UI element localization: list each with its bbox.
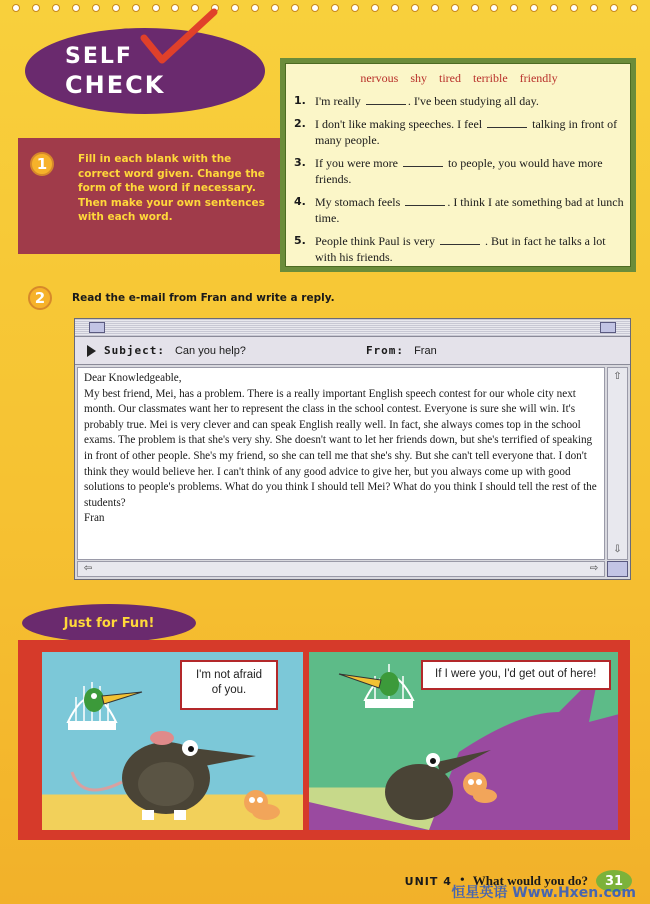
word-option: terrible bbox=[473, 71, 508, 85]
question-number: 3. bbox=[294, 156, 306, 169]
answer-blank[interactable] bbox=[440, 244, 480, 245]
just-for-fun-title: Just for Fun! bbox=[22, 604, 196, 642]
email-text: My best friend, Mei, has a problem. There is a really important English speech contest for our whole city next month. Our classmates want her to represent the class in the school contest. Everyone is sure she will win. It's probably true. Mei is very clever and can speak English really well. In fact, she always comes top in the school exams. The problem is that she's very shy. She doesn't want to let her friends down, but she's terrified of speaking in front of other people. She's my friend, so she can tell me that she's shy. But she can't tell everyone that. I don't think they would believe her. I can't think of any good advice to give her, but you always come up with good solutions to people's problems. What do you think I should tell Mei? What do you think I should tell the rest of the students? bbox=[84, 387, 597, 509]
email-signature: Fran bbox=[84, 512, 105, 525]
question-item bbox=[294, 155, 624, 187]
resize-handle-icon[interactable] bbox=[607, 561, 628, 577]
answer-blank[interactable] bbox=[403, 166, 443, 167]
question-item bbox=[294, 194, 624, 226]
from-value: Fran bbox=[414, 344, 437, 357]
window-title-bar[interactable] bbox=[75, 319, 630, 337]
question-text: I don't like making speeches. I feel bbox=[315, 117, 483, 131]
exercise-2-instruction: Read the e-mail from Fran and write a reply. bbox=[72, 292, 335, 304]
question-text: talking in front of many people. bbox=[315, 117, 618, 147]
question-number: 5. bbox=[294, 234, 306, 247]
question-number: 1. bbox=[294, 94, 306, 107]
word-option: tired bbox=[439, 71, 461, 85]
subject-value: Can you help? bbox=[174, 344, 246, 357]
speech-bubble-2 bbox=[421, 660, 611, 690]
title-line-1: SELF bbox=[65, 44, 133, 69]
word-list bbox=[294, 71, 624, 86]
question-text: . I've been studying all day. bbox=[407, 94, 539, 108]
exercise-1-instruction: Fill in each blank with the correct word given. Change the form of the word if necessary. Then make your own sentences with each word. bbox=[78, 153, 265, 223]
word-box bbox=[280, 58, 636, 272]
close-box-icon[interactable] bbox=[89, 322, 105, 333]
question-text: If you were more bbox=[315, 156, 398, 170]
watermark: 恒星英语 Www.Hxen.com bbox=[451, 885, 636, 901]
unit-title: What would you do? bbox=[472, 873, 588, 888]
vertical-scrollbar[interactable] bbox=[607, 367, 628, 560]
speech-text-2: If I were you, I'd get out of here! bbox=[435, 668, 597, 680]
question-text: . I think I ate something bad at lunch time. bbox=[315, 195, 624, 225]
word-option: shy bbox=[410, 71, 427, 85]
exercise-1-panel bbox=[18, 138, 290, 254]
footer-separator: • bbox=[459, 873, 465, 888]
scroll-up-icon[interactable]: ⇧ bbox=[613, 371, 622, 382]
question-item bbox=[294, 233, 624, 265]
word-option: nervous bbox=[360, 71, 399, 85]
subject-label: Subject: bbox=[104, 344, 165, 357]
checkmark-icon bbox=[140, 8, 220, 68]
zoom-box-icon[interactable] bbox=[600, 322, 616, 333]
question-item bbox=[294, 93, 624, 109]
email-window bbox=[74, 318, 631, 580]
answer-blank[interactable] bbox=[487, 127, 527, 128]
exercise-number-badge: 1 bbox=[30, 152, 54, 176]
question-text: to people, you would have more friends. bbox=[315, 156, 603, 186]
speech-text-1: I'm not afraid of you. bbox=[195, 669, 263, 696]
horizontal-scrollbar[interactable] bbox=[77, 561, 605, 577]
spiral-binding bbox=[0, 0, 650, 18]
comic-panel-1 bbox=[42, 652, 303, 830]
answer-blank[interactable] bbox=[366, 104, 406, 105]
question-text: People think Paul is very bbox=[315, 234, 435, 248]
question-text: My stomach feels bbox=[315, 195, 401, 209]
question-number: 2. bbox=[294, 117, 306, 130]
scroll-down-icon[interactable]: ⇩ bbox=[613, 544, 622, 555]
question-item bbox=[294, 116, 624, 148]
word-option: friendly bbox=[519, 71, 558, 85]
question-text: . But in fact he talks a lot with his friends. bbox=[315, 234, 606, 264]
comic-panel-2 bbox=[309, 652, 618, 830]
question-number: 4. bbox=[294, 195, 306, 208]
scroll-left-icon[interactable]: ⇦ bbox=[83, 563, 93, 574]
question-text: I'm really bbox=[315, 94, 361, 108]
scroll-right-icon[interactable]: ⇨ bbox=[589, 563, 599, 574]
page-number: 31 bbox=[596, 870, 632, 892]
email-body[interactable] bbox=[77, 367, 605, 560]
email-greeting: Dear Knowledgeable, bbox=[84, 372, 182, 384]
exercise-2-header bbox=[28, 286, 335, 310]
speech-bubble-1 bbox=[180, 660, 278, 710]
unit-label: UNIT 4 bbox=[404, 874, 452, 888]
play-icon bbox=[87, 345, 96, 357]
comic-strip bbox=[18, 640, 630, 840]
exercise-number-badge: 2 bbox=[28, 286, 52, 310]
from-label: From: bbox=[365, 344, 405, 357]
email-header-bar bbox=[75, 337, 630, 365]
title-line-2: CHECK bbox=[65, 71, 166, 99]
answer-blank[interactable] bbox=[405, 205, 445, 206]
